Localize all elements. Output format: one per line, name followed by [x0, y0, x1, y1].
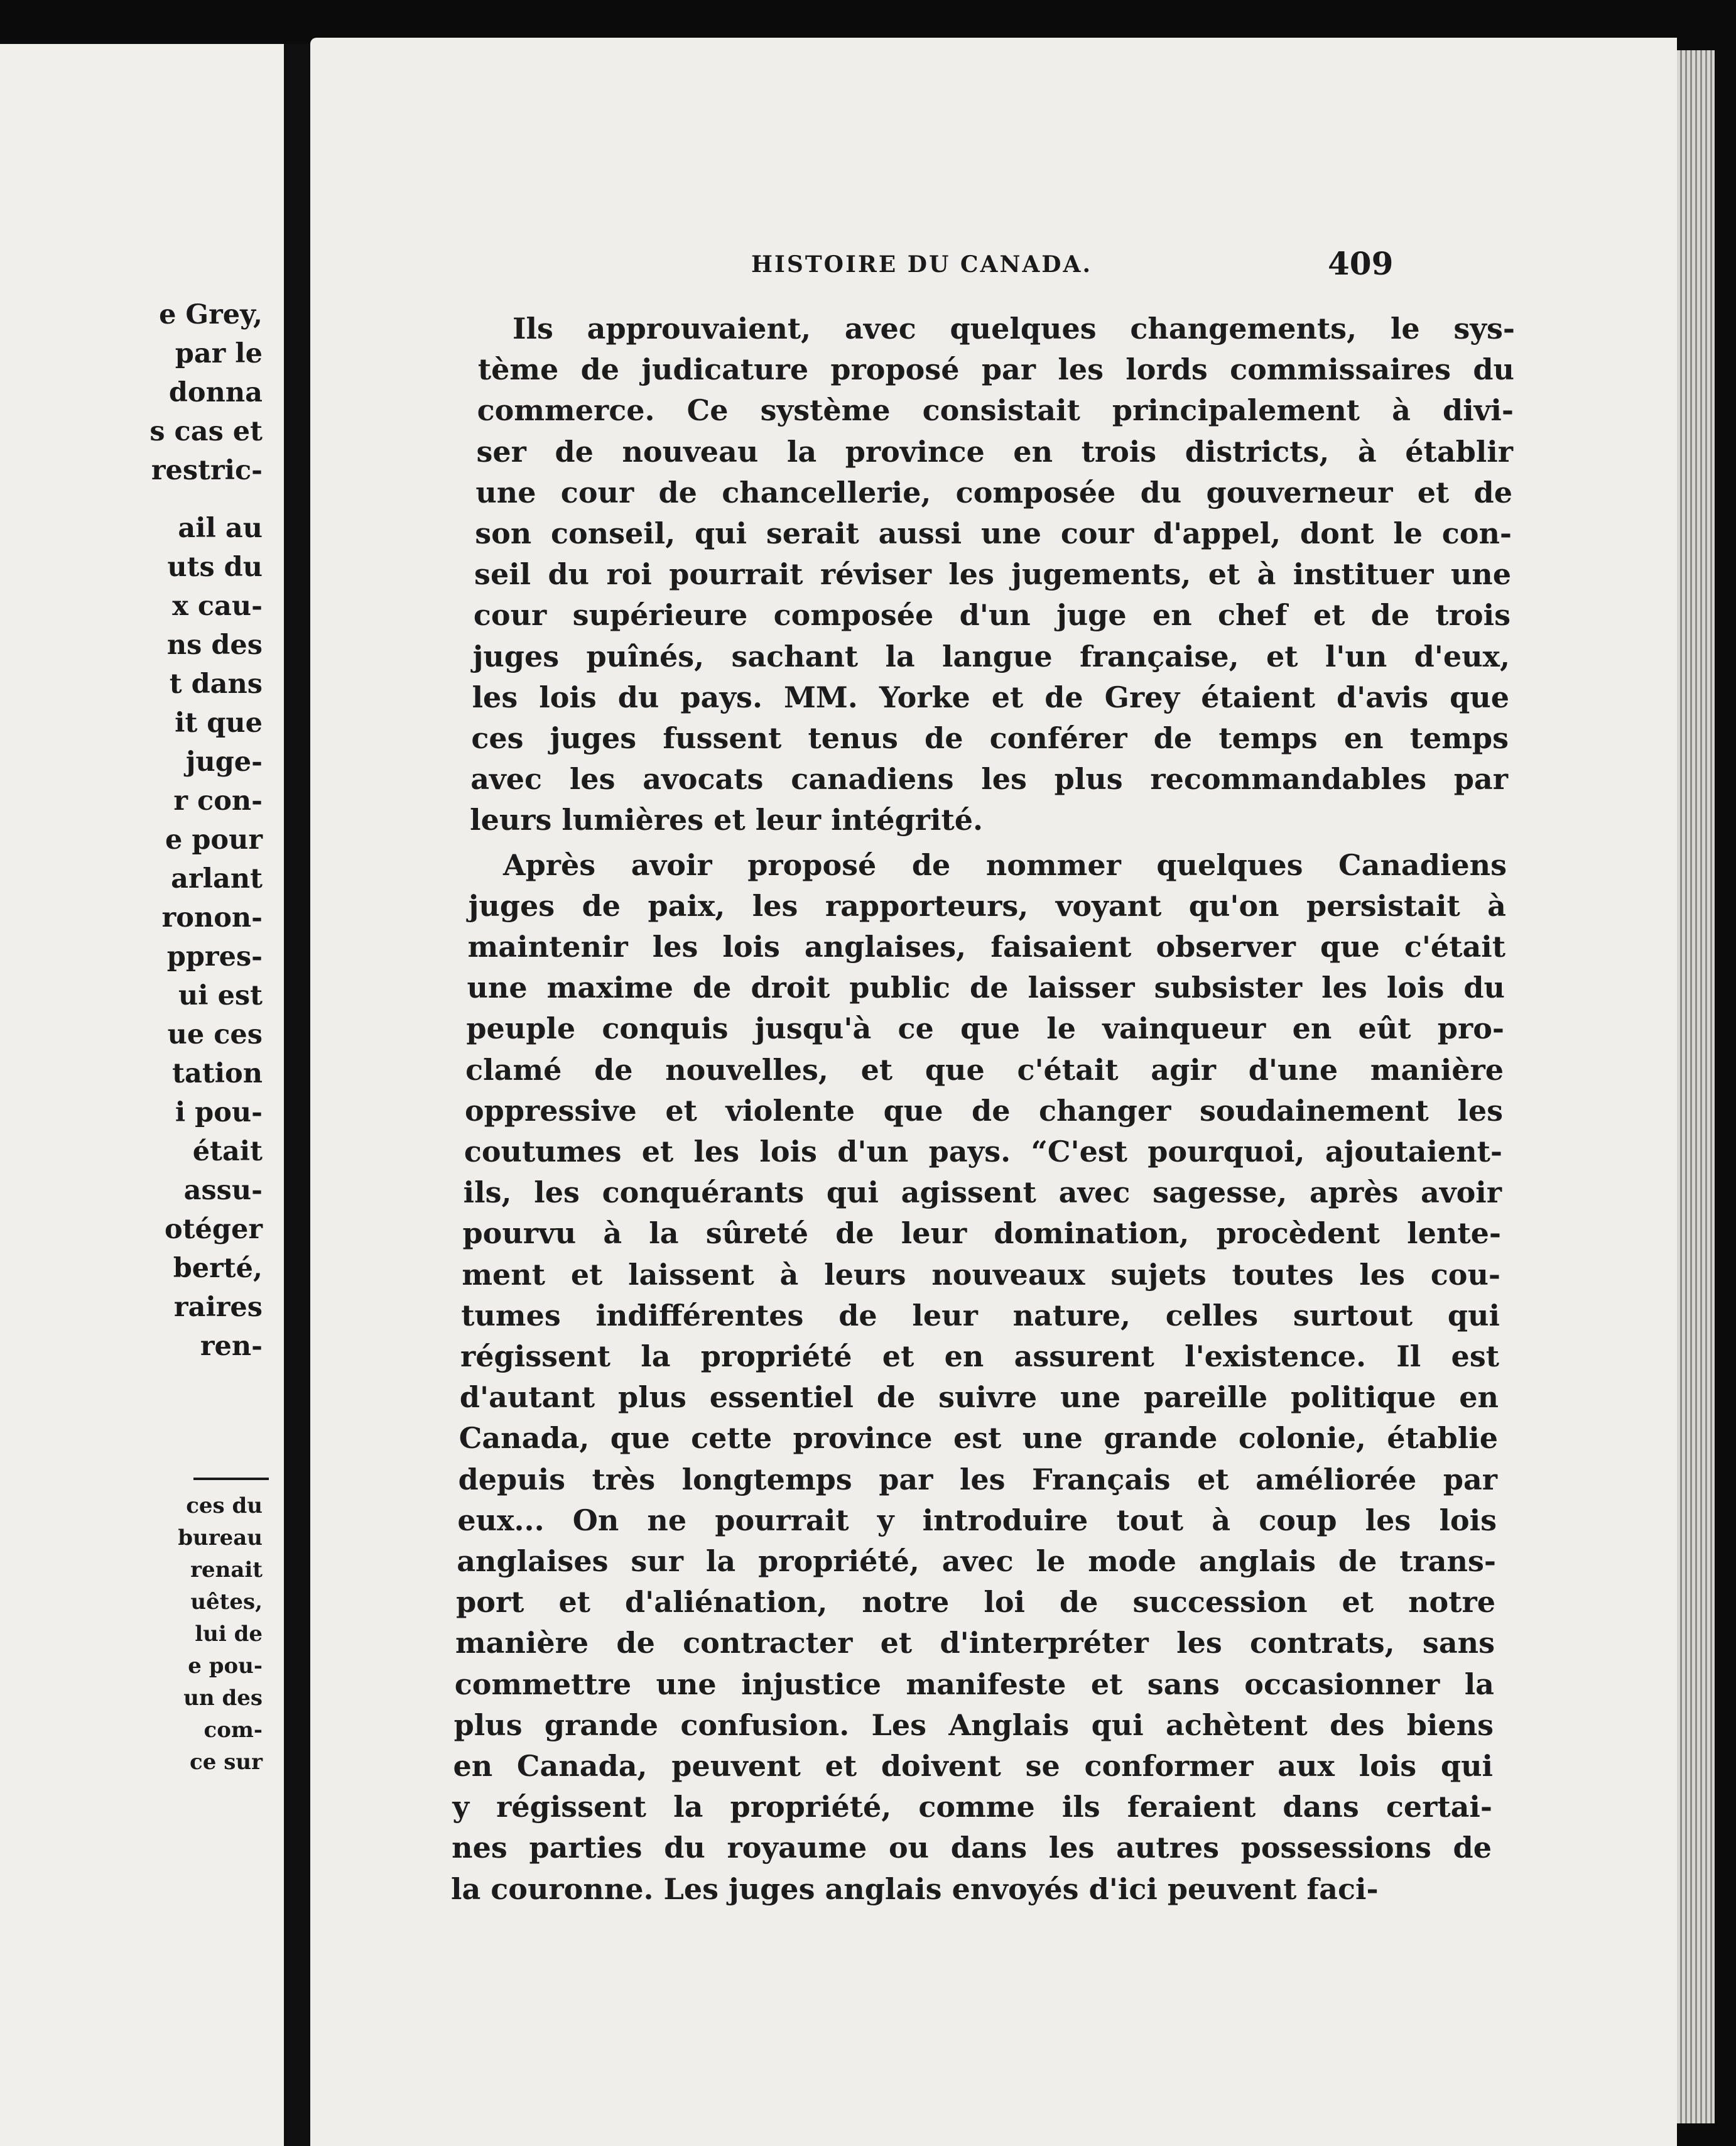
- left-page-text-fragment: r con-: [173, 785, 263, 817]
- page-edges: [1677, 50, 1715, 2123]
- left-page-text-fragment: par le: [175, 338, 263, 369]
- body-text-line: manière de contracter et d'interpréter les contrats, sans: [455, 1626, 1495, 1660]
- body-text-line: ment et laissent à leurs nouveaux sujets toutes les cou-: [462, 1257, 1500, 1292]
- left-page-text-fragment: ail au: [178, 513, 263, 544]
- body-text-line: port et d'aliénation, notre loi de succession et notre: [456, 1585, 1495, 1620]
- left-page-text-fragment: ren-: [200, 1331, 263, 1362]
- body-text-line: maintenir les lois anglaises, faisaient observer que c'était: [467, 930, 1505, 964]
- left-page-footnote-fragment: un des: [183, 1686, 263, 1711]
- body-text-line: une cour de chancellerie, composée du gouverneur et de: [475, 475, 1512, 509]
- body-text-line: y régissent la propriété, comme ils feraient dans certai-: [452, 1790, 1492, 1824]
- body-text-line: nes parties du royaume ou dans les autres possessions de: [452, 1831, 1492, 1865]
- left-page-footnote-fragment: ces du: [186, 1493, 263, 1518]
- body-text-line: peuple conquis jusqu'à ce que le vainqueur en eût pro-: [466, 1011, 1504, 1046]
- footnote-rule: [193, 1478, 269, 1480]
- left-page-footnote-fragment: bureau: [178, 1525, 263, 1550]
- body-text-line: tème de judicature proposé par les lords commissaires du: [477, 352, 1514, 387]
- body-text-line: seil du roi pourrait réviser les jugements, et à instituer une: [474, 557, 1511, 592]
- body-text-line: commettre une injustice manifeste et sans occasionner la: [454, 1667, 1494, 1701]
- left-page-text-fragment: donna: [168, 377, 263, 408]
- left-page-text-fragment: x cau-: [172, 591, 263, 622]
- body-text-line: régissent la propriété et en assurent l'existence. Il est: [460, 1339, 1499, 1373]
- body-text-line: la couronne. Les juges anglais envoyés d'ici peuvent faci-: [451, 1871, 1379, 1906]
- left-page-text-fragment: uts du: [167, 552, 263, 583]
- left-page-text-fragment: était: [192, 1136, 263, 1167]
- left-page-footnote-fragment: com-: [203, 1718, 263, 1743]
- left-page-text-fragment: ns des: [166, 629, 263, 661]
- body-text-line: les lois du pays. MM. Yorke et de Grey étaient d'avis que: [472, 680, 1509, 714]
- body-text-line: une maxime de droit public de laisser subsister les lois du: [467, 971, 1505, 1005]
- left-page-footnote-fragment: renait: [190, 1557, 263, 1582]
- left-page-text-fragment: arlant: [171, 863, 263, 895]
- left-page-text-fragment: tation: [172, 1058, 263, 1089]
- body-text-line: plus grande confusion. Les Anglais qui achètent des biens: [453, 1708, 1494, 1742]
- left-page-text-fragment: berté,: [173, 1253, 263, 1284]
- body-text-line: depuis très longtemps par les Français et améliorée par: [458, 1462, 1497, 1496]
- left-page-text-fragment: t dans: [169, 668, 263, 700]
- body-text-line: oppressive et violente que de changer soudainement les: [465, 1093, 1503, 1128]
- body-text-line: leurs lumières et leur intégrité.: [470, 803, 983, 837]
- left-page-text-fragment: juge-: [185, 746, 263, 778]
- left-page-text-fragment: ronon-: [161, 902, 263, 934]
- body-text-line: ser de nouveau la province en trois districts, à établir: [476, 434, 1513, 469]
- left-page-footnote-fragment: e pou-: [188, 1653, 263, 1679]
- left-page-footnote-fragment: uêtes,: [190, 1589, 263, 1615]
- right-page: [310, 38, 1677, 2146]
- body-text-line: ces juges fussent tenus de conférer de temps en temps: [471, 721, 1509, 755]
- left-page-text-fragment: restric-: [151, 455, 263, 486]
- body-text-line: clamé de nouvelles, et que c'était agir d'une manière: [465, 1052, 1504, 1087]
- left-page-text-fragment: e pour: [165, 824, 263, 856]
- left-page-footnote-fragment: lui de: [195, 1621, 263, 1647]
- body-text-line: Ils approuvaient, avec quelques changements, le sys-: [513, 312, 1515, 346]
- body-text-line: pourvu à la sûreté de leur domination, procèdent lente-: [462, 1216, 1501, 1251]
- left-page-footnote-fragment: ce sur: [190, 1750, 263, 1775]
- body-text-line: d'autant plus essentiel de suivre une pareille politique en: [459, 1380, 1499, 1415]
- left-page-text-fragment: assu-: [183, 1175, 263, 1206]
- running-head: HISTOIRE DU CANADA.: [751, 251, 1092, 278]
- body-text-line: commerce. Ce système consistait principalement à divi-: [477, 393, 1514, 428]
- body-text-line: cour supérieure composée d'un juge en chef et de trois: [473, 598, 1511, 633]
- body-text-line: Après avoir proposé de nommer quelques Canadiens: [502, 847, 1507, 882]
- page-number: 409: [1328, 245, 1394, 282]
- left-page-text-fragment: ui est: [178, 980, 263, 1011]
- left-page: [0, 44, 284, 2146]
- body-text-line: juges puînés, sachant la langue française, et l'un d'eux,: [472, 639, 1510, 673]
- left-page-text-fragment: it que: [175, 707, 263, 739]
- left-page-text-fragment: i pou-: [175, 1097, 263, 1128]
- body-text-line: ils, les conquérants qui agissent avec sagesse, après avoir: [463, 1175, 1502, 1210]
- body-text-line: coutumes et les lois d'un pays. “C'est pourquoi, ajoutaient-: [464, 1135, 1502, 1168]
- body-text-line: juges de paix, les rapporteurs, voyant qu'on persistait à: [468, 888, 1506, 923]
- body-text-line: avec les avocats canadiens les plus recommandables par: [470, 762, 1508, 797]
- left-page-text-fragment: ue ces: [167, 1019, 263, 1050]
- left-page-text-fragment: s cas et: [149, 416, 263, 447]
- left-page-text-fragment: ppres-: [166, 941, 263, 972]
- body-text-line: Canada, que cette province est une grande colonie, établie: [458, 1421, 1498, 1456]
- book-gutter: [284, 44, 310, 2146]
- body-text-line: tumes indifférentes de leur nature, celles surtout qui: [461, 1298, 1500, 1332]
- body-text-line: en Canada, peuvent et doivent se conformer aux lois qui: [453, 1749, 1493, 1783]
- body-text-line: anglaises sur la propriété, avec le mode anglais de trans-: [457, 1544, 1496, 1578]
- left-page-text-fragment: e Grey,: [159, 299, 263, 330]
- left-page-text-fragment: otéger: [165, 1214, 263, 1245]
- body-text-line: son conseil, qui serait aussi une cour d'appel, dont le con-: [475, 516, 1512, 550]
- body-text-line: eux... On ne pourrait y introduire tout à coup les lois: [457, 1503, 1497, 1537]
- left-page-text-fragment: raires: [173, 1292, 263, 1323]
